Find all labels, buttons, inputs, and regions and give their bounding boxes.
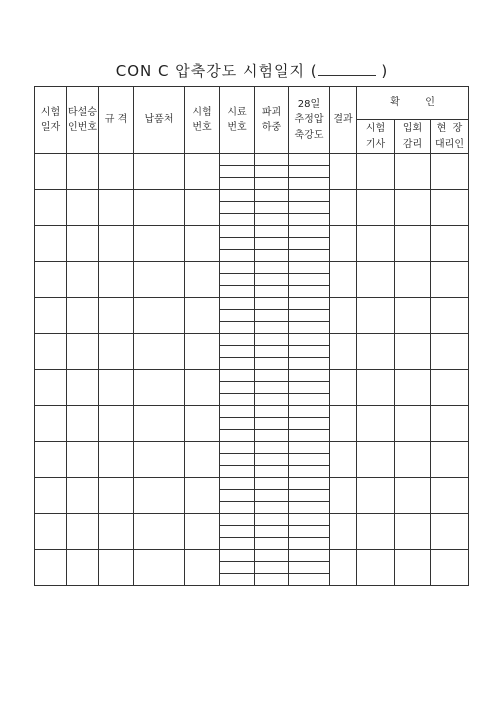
break-load-cell[interactable] [255,334,289,346]
strength-cell[interactable] [289,514,330,526]
break-load-cell[interactable] [255,286,289,298]
break-load-cell[interactable] [255,466,289,478]
header-supplier-no: 타설승 인번호 [67,87,99,154]
supplier-no-cell[interactable] [67,550,99,586]
result-cell[interactable] [330,370,357,406]
sample-no-cell[interactable] [220,538,255,550]
site-agent-cell[interactable] [431,154,469,190]
supervisor-cell[interactable] [395,406,431,442]
strength-cell[interactable] [289,394,330,406]
strength-cell[interactable] [289,310,330,322]
delivery-cell[interactable] [134,514,185,550]
sample-no-cell[interactable] [220,346,255,358]
supplier-no-cell[interactable] [67,262,99,298]
site-agent-cell[interactable] [431,370,469,406]
sample-no-cell[interactable] [220,454,255,466]
break-load-cell[interactable] [255,250,289,262]
strength-cell[interactable] [289,442,330,454]
test-no-cell[interactable] [185,370,220,406]
strength-cell[interactable] [289,562,330,574]
header-test-date: 시험 일자 [35,87,67,154]
result-cell[interactable] [330,334,357,370]
sample-no-cell[interactable] [220,298,255,310]
spec-cell[interactable] [99,478,134,514]
sample-no-cell[interactable] [220,550,255,562]
supervisor-cell[interactable] [395,262,431,298]
engineer-cell[interactable] [357,370,395,406]
sample-no-cell[interactable] [220,238,255,250]
header-spec: 규 격 [99,87,134,154]
strength-cell[interactable] [289,286,330,298]
break-load-cell[interactable] [255,490,289,502]
break-load-cell[interactable] [255,274,289,286]
header-test-no: 시험 번호 [185,87,220,154]
supplier-no-cell[interactable] [67,514,99,550]
sample-no-cell[interactable] [220,478,255,490]
test-no-cell[interactable] [185,406,220,442]
result-cell[interactable] [330,550,357,586]
header-site-agent: 현 장 대리인 [431,120,469,154]
test-no-cell[interactable] [185,154,220,190]
strength-cell[interactable] [289,574,330,586]
break-load-cell[interactable] [255,442,289,454]
table-row [35,478,469,490]
result-cell[interactable] [330,226,357,262]
table-row [35,442,469,454]
sample-no-cell[interactable] [220,442,255,454]
sample-no-cell[interactable] [220,214,255,226]
strength-cell[interactable] [289,406,330,418]
spec-cell[interactable] [99,370,134,406]
site-agent-cell[interactable] [431,442,469,478]
strength-cell[interactable] [289,298,330,310]
engineer-cell[interactable] [357,190,395,226]
engineer-cell[interactable] [357,262,395,298]
supervisor-cell[interactable] [395,514,431,550]
engineer-cell[interactable] [357,478,395,514]
site-agent-cell[interactable] [431,262,469,298]
header-result: 결과 [330,87,357,154]
result-cell[interactable] [330,514,357,550]
strength-cell[interactable] [289,154,330,166]
date-cell[interactable] [35,478,67,514]
test-no-cell[interactable] [185,190,220,226]
break-load-cell[interactable] [255,538,289,550]
table-row [35,154,469,166]
strength-cell[interactable] [289,526,330,538]
sample-no-cell[interactable] [220,322,255,334]
break-load-cell[interactable] [255,454,289,466]
sample-no-cell[interactable] [220,250,255,262]
supervisor-cell[interactable] [395,154,431,190]
test-no-cell[interactable] [185,478,220,514]
date-cell[interactable] [35,262,67,298]
site-agent-cell[interactable] [431,550,469,586]
test-no-cell[interactable] [185,442,220,478]
result-cell[interactable] [330,298,357,334]
break-load-cell[interactable] [255,178,289,190]
test-no-cell[interactable] [185,262,220,298]
break-load-cell[interactable] [255,478,289,490]
engineer-cell[interactable] [357,406,395,442]
spec-cell[interactable] [99,226,134,262]
table-row [35,514,469,526]
site-agent-cell[interactable] [431,406,469,442]
table-row [35,370,469,382]
site-agent-cell[interactable] [431,334,469,370]
date-cell[interactable] [35,190,67,226]
sample-no-cell[interactable] [220,370,255,382]
engineer-cell[interactable] [357,514,395,550]
delivery-cell[interactable] [134,334,185,370]
table-row [35,550,469,562]
break-load-cell[interactable] [255,262,289,274]
date-cell[interactable] [35,514,67,550]
break-load-cell[interactable] [255,394,289,406]
sample-no-cell[interactable] [220,502,255,514]
supervisor-cell[interactable] [395,226,431,262]
sample-no-cell[interactable] [220,430,255,442]
table-row [35,190,469,202]
break-load-cell[interactable] [255,190,289,202]
sample-no-cell[interactable] [220,262,255,274]
result-cell[interactable] [330,406,357,442]
engineer-cell[interactable] [357,298,395,334]
sample-no-cell[interactable] [220,562,255,574]
strength-cell[interactable] [289,490,330,502]
strength-cell[interactable] [289,430,330,442]
header-row-top [35,87,469,120]
break-load-cell[interactable] [255,214,289,226]
strength-cell[interactable] [289,358,330,370]
header-engineer: 시험 기사 [357,120,395,154]
break-load-cell[interactable] [255,526,289,538]
strength-cell[interactable] [289,178,330,190]
test-log-table [34,86,469,586]
sample-no-cell[interactable] [220,466,255,478]
date-cell[interactable] [35,226,67,262]
supervisor-cell[interactable] [395,190,431,226]
result-cell[interactable] [330,442,357,478]
delivery-cell[interactable] [134,442,185,478]
spec-cell[interactable] [99,550,134,586]
break-load-cell[interactable] [255,202,289,214]
break-load-cell[interactable] [255,370,289,382]
spec-cell[interactable] [99,154,134,190]
table-row [35,298,469,310]
header-break-load: 파괴 하중 [255,87,289,154]
spec-cell[interactable] [99,406,134,442]
supplier-no-cell[interactable] [67,442,99,478]
supplier-no-cell[interactable] [67,370,99,406]
supervisor-cell[interactable] [395,370,431,406]
strength-cell[interactable] [289,466,330,478]
supplier-no-cell[interactable] [67,478,99,514]
date-cell[interactable] [35,550,67,586]
break-load-cell[interactable] [255,502,289,514]
break-load-cell[interactable] [255,550,289,562]
sample-no-cell[interactable] [220,490,255,502]
site-agent-cell[interactable] [431,478,469,514]
strength-cell[interactable] [289,454,330,466]
engineer-cell[interactable] [357,442,395,478]
engineer-cell[interactable] [357,226,395,262]
sample-no-cell[interactable] [220,382,255,394]
break-load-cell[interactable] [255,310,289,322]
strength-cell[interactable] [289,250,330,262]
delivery-cell[interactable] [134,262,185,298]
strength-cell[interactable] [289,238,330,250]
table-row [35,226,469,238]
supplier-no-cell[interactable] [67,226,99,262]
break-load-cell[interactable] [255,346,289,358]
test-no-cell[interactable] [185,298,220,334]
strength-cell[interactable] [289,262,330,274]
date-cell[interactable] [35,370,67,406]
header-delivery: 납품처 [134,87,185,154]
strength-cell[interactable] [289,538,330,550]
delivery-cell[interactable] [134,478,185,514]
engineer-cell[interactable] [357,334,395,370]
delivery-cell[interactable] [134,190,185,226]
strength-cell[interactable] [289,370,330,382]
strength-cell[interactable] [289,502,330,514]
test-no-cell[interactable] [185,514,220,550]
supplier-no-cell[interactable] [67,334,99,370]
delivery-cell[interactable] [134,406,185,442]
sample-no-cell[interactable] [220,418,255,430]
supervisor-cell[interactable] [395,298,431,334]
sample-no-cell[interactable] [220,190,255,202]
delivery-cell[interactable] [134,154,185,190]
delivery-cell[interactable] [134,370,185,406]
spec-cell[interactable] [99,298,134,334]
strength-cell[interactable] [289,418,330,430]
sample-no-cell[interactable] [220,226,255,238]
break-load-cell[interactable] [255,322,289,334]
supplier-no-cell[interactable] [67,154,99,190]
date-cell[interactable] [35,334,67,370]
spec-cell[interactable] [99,262,134,298]
delivery-cell[interactable] [134,550,185,586]
break-load-cell[interactable] [255,562,289,574]
table-row [35,262,469,274]
strength-cell[interactable] [289,202,330,214]
sample-no-cell[interactable] [220,358,255,370]
test-log-body [35,87,469,586]
page-title [0,60,504,81]
title-suffix: ) [381,62,389,80]
strength-cell[interactable] [289,382,330,394]
break-load-cell[interactable] [255,574,289,586]
sample-no-cell[interactable] [220,394,255,406]
test-no-cell[interactable] [185,550,220,586]
supervisor-cell[interactable] [395,334,431,370]
strength-cell[interactable] [289,274,330,286]
supervisor-cell[interactable] [395,442,431,478]
table-row [35,406,469,418]
result-cell[interactable] [330,262,357,298]
strength-cell[interactable] [289,226,330,238]
sample-no-cell[interactable] [220,154,255,166]
sample-no-cell[interactable] [220,286,255,298]
sample-no-cell[interactable] [220,274,255,286]
sample-no-cell[interactable] [220,310,255,322]
strength-cell[interactable] [289,322,330,334]
break-load-cell[interactable] [255,154,289,166]
date-cell[interactable] [35,406,67,442]
header-confirm: 확 인 [357,87,469,120]
engineer-cell[interactable] [357,154,395,190]
break-load-cell[interactable] [255,358,289,370]
title-prefix: CON C 압축강도 시험일지 ( [115,62,318,80]
result-cell[interactable] [330,478,357,514]
spec-cell[interactable] [99,442,134,478]
strength-cell[interactable] [289,346,330,358]
date-cell[interactable] [35,298,67,334]
table-row [35,334,469,346]
sample-no-cell[interactable] [220,406,255,418]
spec-cell[interactable] [99,334,134,370]
break-load-cell[interactable] [255,418,289,430]
header-supervisor: 입회 감리 [395,120,431,154]
strength-cell[interactable] [289,214,330,226]
supervisor-cell[interactable] [395,478,431,514]
sample-no-cell[interactable] [220,178,255,190]
break-load-cell[interactable] [255,514,289,526]
header-sample-no: 시료 번호 [220,87,255,154]
spec-cell[interactable] [99,190,134,226]
date-cell[interactable] [35,154,67,190]
site-agent-cell[interactable] [431,514,469,550]
break-load-cell[interactable] [255,166,289,178]
engineer-cell[interactable] [357,550,395,586]
strength-cell[interactable] [289,334,330,346]
spec-cell[interactable] [99,514,134,550]
sample-no-cell[interactable] [220,574,255,586]
result-cell[interactable] [330,154,357,190]
break-load-cell[interactable] [255,382,289,394]
supplier-no-cell[interactable] [67,406,99,442]
sample-no-cell[interactable] [220,202,255,214]
break-load-cell[interactable] [255,238,289,250]
sample-no-cell[interactable] [220,166,255,178]
site-agent-cell[interactable] [431,190,469,226]
date-cell[interactable] [35,442,67,478]
sample-no-cell[interactable] [220,334,255,346]
test-no-cell[interactable] [185,226,220,262]
break-load-cell[interactable] [255,226,289,238]
sample-no-cell[interactable] [220,526,255,538]
site-agent-cell[interactable] [431,226,469,262]
sample-no-cell[interactable] [220,514,255,526]
break-load-cell[interactable] [255,298,289,310]
delivery-cell[interactable] [134,226,185,262]
break-load-cell[interactable] [255,406,289,418]
supervisor-cell[interactable] [395,550,431,586]
header-28day-strength: 28일 추정압 축강도 [289,87,330,154]
break-load-cell[interactable] [255,430,289,442]
result-cell[interactable] [330,190,357,226]
test-no-cell[interactable] [185,334,220,370]
site-agent-cell[interactable] [431,298,469,334]
title-blank-field [318,63,376,76]
supplier-no-cell[interactable] [67,190,99,226]
delivery-cell[interactable] [134,298,185,334]
strength-cell[interactable] [289,478,330,490]
strength-cell[interactable] [289,550,330,562]
supplier-no-cell[interactable] [67,298,99,334]
strength-cell[interactable] [289,190,330,202]
strength-cell[interactable] [289,166,330,178]
